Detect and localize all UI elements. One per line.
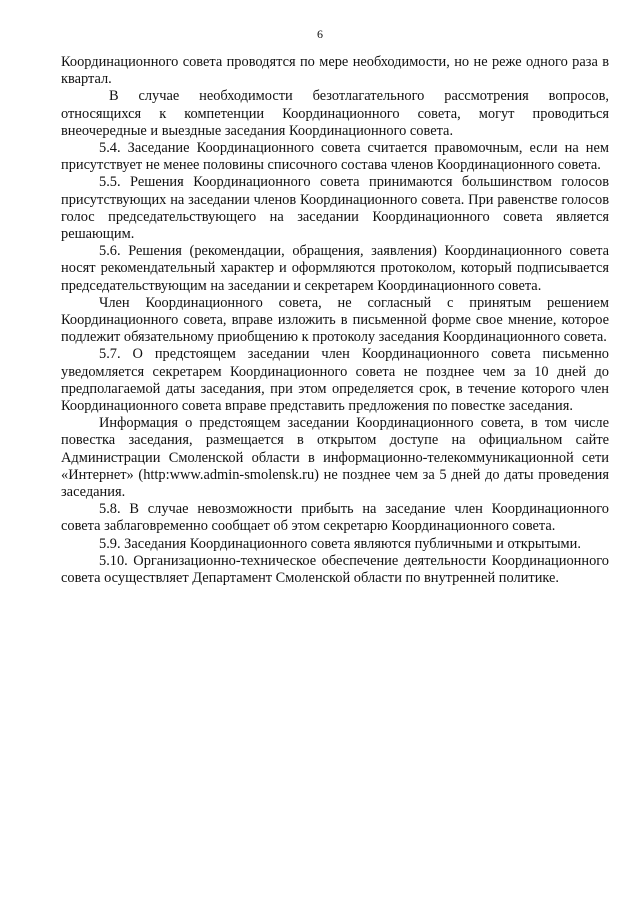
paragraph-continuation: Координационного совета проводятся по мере необходимости, но не реже одного раза в квартал. [61,54,609,88]
document-body [61,54,609,587]
paragraph-extraordinary-meetings: В случае необходимости безотлагательного рассмотрения вопросов, относящихся к компетенции Координационного совета, могут проводиться внеочередные и выездные заседания Координационного совета. [61,88,609,139]
paragraph-5-10: 5.10. Организационно-техническое обеспечение деятельности Координационного совета осуществляет Департамент Смоленской области по внутренней политике. [61,552,609,587]
paragraph-5-4: 5.4. Заседание Координационного совета считается правомочным, если на нем присутствует не менее половины списочного состава членов Координационного совета. [61,140,609,174]
page-number: 6 [317,27,323,41]
paragraph-5-6: 5.6. Решения (рекомендации, обращения, заявления) Координационного совета носят рекомендательный характер и оформляются протоколом, который подписывается председательствующим на заседании и секретарем Координационного совета. [61,243,609,294]
paragraph-meeting-information: Информация о предстоящем заседании Координационного совета, в том числе повестка заседания, размещается в открытом доступе на официальном сайте Администрации Смоленской области в информационно-телекоммуникационной сети «Интернет» (http:www.admin-smolensk.ru) не позднее чем за 5 дней до даты проведения заседания. [61,415,609,501]
paragraph-5-5: 5.5. Решения Координационного совета принимаются большинством голосов присутствующих на заседании членов Координационного совета. При равенстве голосов голос председательствующего на заседании Координационного совета является решающим. [61,174,609,243]
paragraph-5-7: 5.7. О предстоящем заседании член Координационного совета письменно уведомляется секретарем Координационного совета не позднее чем за 10 дней до предполагаемой даты заседания, при этом определяется срок, в течение которого член Координационного совета вправе представить предложения по повестке заседания. [61,346,609,415]
paragraph-member-opinion: Член Координационного совета, не согласный с принятым решением Координационного совета, вправе изложить в письменной форме свое мнение, которое подлежит обязательному приобщению к протоколу заседания Координационного совета. [61,294,609,346]
paragraph-5-9: 5.9. Заседания Координационного совета являются публичными и открытыми. [99,535,581,552]
paragraph-5-8: 5.8. В случае невозможности прибыть на заседание член Координационного совета заблаговременно сообщает об этом секретарю Координационного совета. [61,501,609,535]
